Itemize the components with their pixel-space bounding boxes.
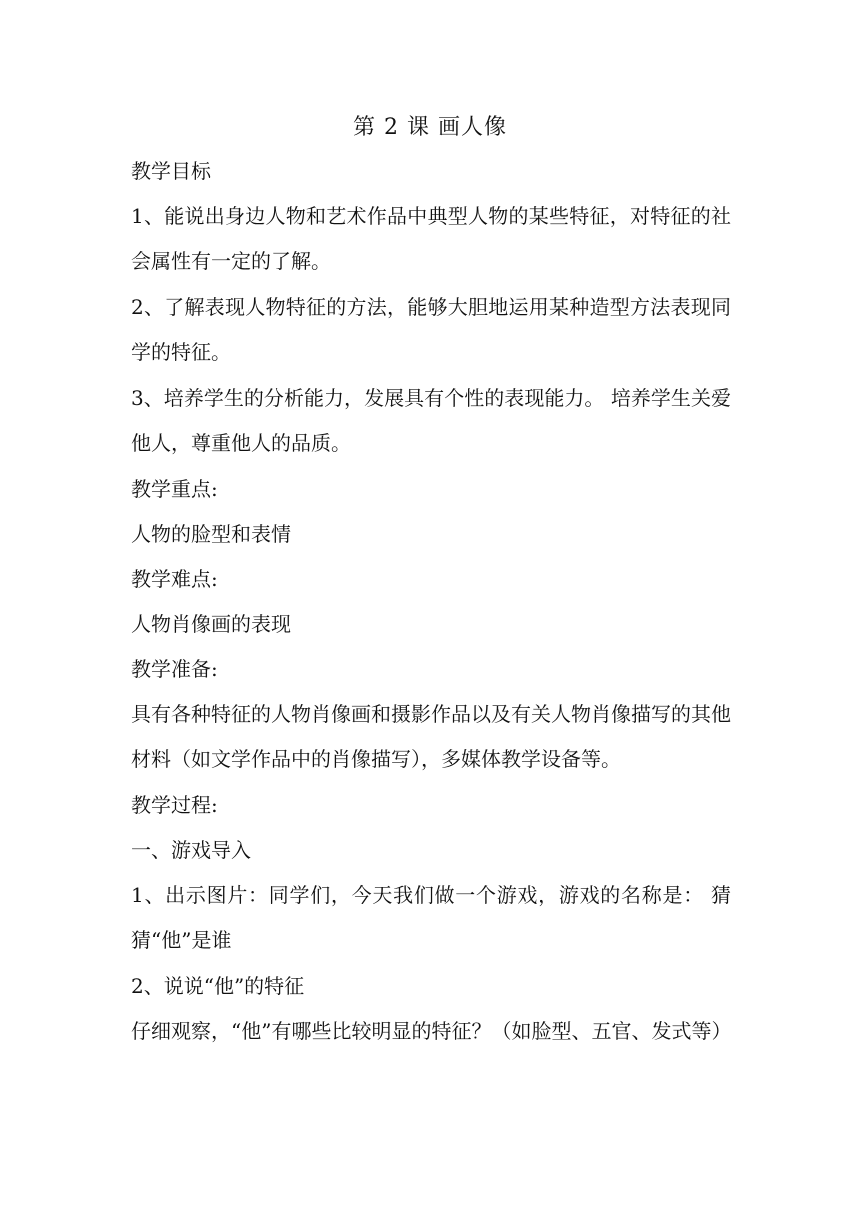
prep-text: 具有各种特征的人物肖像画和摄影作品以及有关人物肖像描写的其他材料（如文学作品中的肖像描写），多媒体教学设备等。 [131,702,731,771]
goal-item-3: 3、培养学生的分析能力，发展具有个性的表现能力。 培养学生关爱他人，尊重他人的品质。 [131,386,731,455]
key-text: 人物的脸型和表情 [131,522,291,546]
step1-item-2: 2、说说“他”的特征 [131,974,305,998]
key-heading: 教学重点: [131,477,218,501]
difficulty-heading: 教学难点: [131,567,218,591]
goal-item-1: 1、能说出身边人物和艺术作品中典型人物的某些特征，对特征的社会属性有一定的了解。 [131,204,731,273]
process-heading: 教学过程: [131,793,218,817]
prep-heading: 教学准备: [131,657,218,681]
step1-heading: 一、游戏导入 [131,838,251,862]
lesson-title: 第 2 课 画人像 [353,115,507,140]
step1-item-2-detail: 仔细观察，“他”有哪些比较明显的特征？（如脸型、五官、发式等） [131,1019,732,1043]
difficulty-text: 人物肖像画的表现 [131,612,291,636]
goals-heading: 教学目标 [131,159,211,183]
document-body [131,156,731,1062]
step1-item-1: 1、出示图片：同学们，今天我们做一个游戏，游戏的名称是： 猜猜“他”是谁 [131,883,731,952]
goal-item-2: 2、了解表现人物特征的方法，能够大胆地运用某种造型方法表现同学的特征。 [131,295,731,364]
